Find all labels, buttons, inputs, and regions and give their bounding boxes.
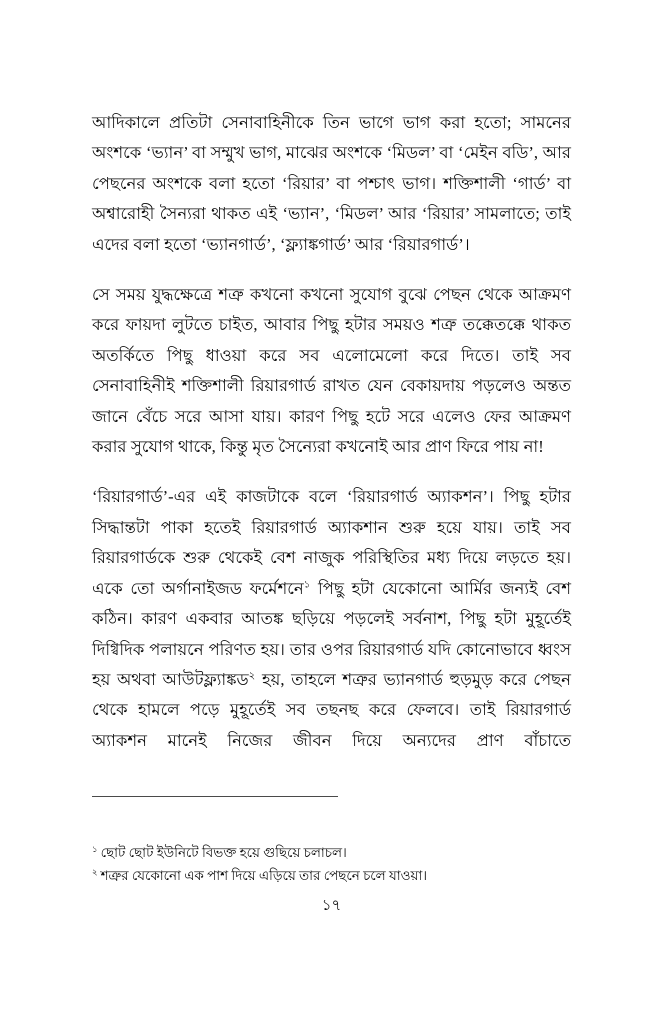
paragraph-3-segment-text-3: হয়, তাহলে শত্রুর ভ্যানগার্ড হুড়মুড় করে পেছন থেকে হামলে পড়ে মুহূর্তেই সব তছনছ করে ফেলবে। তাই রিয়ারগার্ড অ্যাকশন মানেই নিজের জীবন দিয়ে অন্যদের প্রাণ বাঁচাতে <box>92 669 571 750</box>
body-text-block <box>92 108 571 756</box>
paragraph-1: আদিকালে প্রতিটা সেনাবাহিনীকে তিন ভাগে ভাগ করা হতো; সামনের অংশকে ‘ভ্যান’ বা সম্মুখ ভাগ, মাঝের অংশকে ‘মিডল’ বা ‘মেইন বডি’, আর পেছনের অংশকে বলা হতো ‘রিয়ার’ বা পশ্চাৎ ভাগ। শক্তিশালী ‘গার্ড’ বা অশ্বারোহী সৈন্যরা থাকত এই ‘ভ্যান’, ‘মিডল’ আর ‘রিয়ার’ সামলাতে; তাই এদের বলা হতো ‘ভ্যানগার্ড’, ‘ফ্ল্যাঙ্কগার্ড’ আর ‘রিয়ারগার্ড’। <box>92 113 571 254</box>
paragraph-3-segment-text-1: ‘রিয়ারগার্ড’-এর এই কাজটাকে বলে ‘রিয়ারগার্ড অ্যাকশন’। পিছু হটার সিদ্ধান্তটা পাকা হতেই রিয়ারগার্ড অ্যাকশান শুরু হয়ে যায়। তাই সব রিয়ারগার্ডকে শুরু থেকেই বেশ নাজুক পরিস্থিতির মধ্য দিয়ে লড়তে হয়। একে তো অর্গানাইজড ফর্মেশনে <box>92 487 571 598</box>
footnote-reference-2[interactable]: ২ <box>248 670 256 682</box>
footnote-text-1: ছোট ছোট ইউনিটে বিভক্ত হয়ে গুছিয়ে চলাচল। <box>100 845 347 860</box>
page-number: ১৭ <box>321 898 342 914</box>
footnote-area <box>92 796 571 887</box>
footnote-marker-1: ১ <box>92 843 98 854</box>
paragraph-2: সে সময় যুদ্ধক্ষেত্রে শত্রু কখনো কখনো সুযোগ বুঝে পেছন থেকে আক্রমণ করে ফায়দা লুটতে চাইত, আবার পিছু হটার সময়ও শত্রু তক্কেতক্কে থাকত অতর্কিতে পিছু ধাওয়া করে সব এলোমেলো করে দিতে। তাই সব সেনাবাহিনীই শক্তিশালী রিয়ারগার্ড রাখত যেন বেকায়দায় পড়লেও অন্তত জানে বেঁচে সরে আসা যায়। কারণ পিছু হটে সরে এলেও ফের আক্রমণ করার সুযোগ থাকে, কিন্তু মৃত সৈন্যেরা কখনোই আর প্রাণ ফিরে পায় না! <box>92 285 571 457</box>
footnote-separator-rule <box>92 796 338 797</box>
footnote-marker-2: ২ <box>92 866 98 877</box>
footnote-item-2 <box>92 864 571 887</box>
paragraph-3-segment-text-2: পিছু হটা যেকোনো আর্মির জন্যই বেশ কঠিন। কারণ একবার আতঙ্ক ছড়িয়ে পড়লেই সর্বনাশ, পিছু হটা মুহূর্তেই দিগ্বিদিক পলায়নে পরিণত হয়। তার ওপর রিয়ারগার্ড যদি কোনোভাবে ধ্বংস হয় অথবা আউটফ্ল্যাঙ্কড <box>92 578 571 689</box>
footnote-item-1 <box>92 841 571 864</box>
paragraph-3 <box>92 482 571 756</box>
footnote-reference-1[interactable]: ১ <box>303 579 311 591</box>
footnote-text-2: শত্রুর যেকোনো এক পাশ দিয়ে এড়িয়ে তার পেছনে চলে যাওয়া। <box>100 868 428 883</box>
